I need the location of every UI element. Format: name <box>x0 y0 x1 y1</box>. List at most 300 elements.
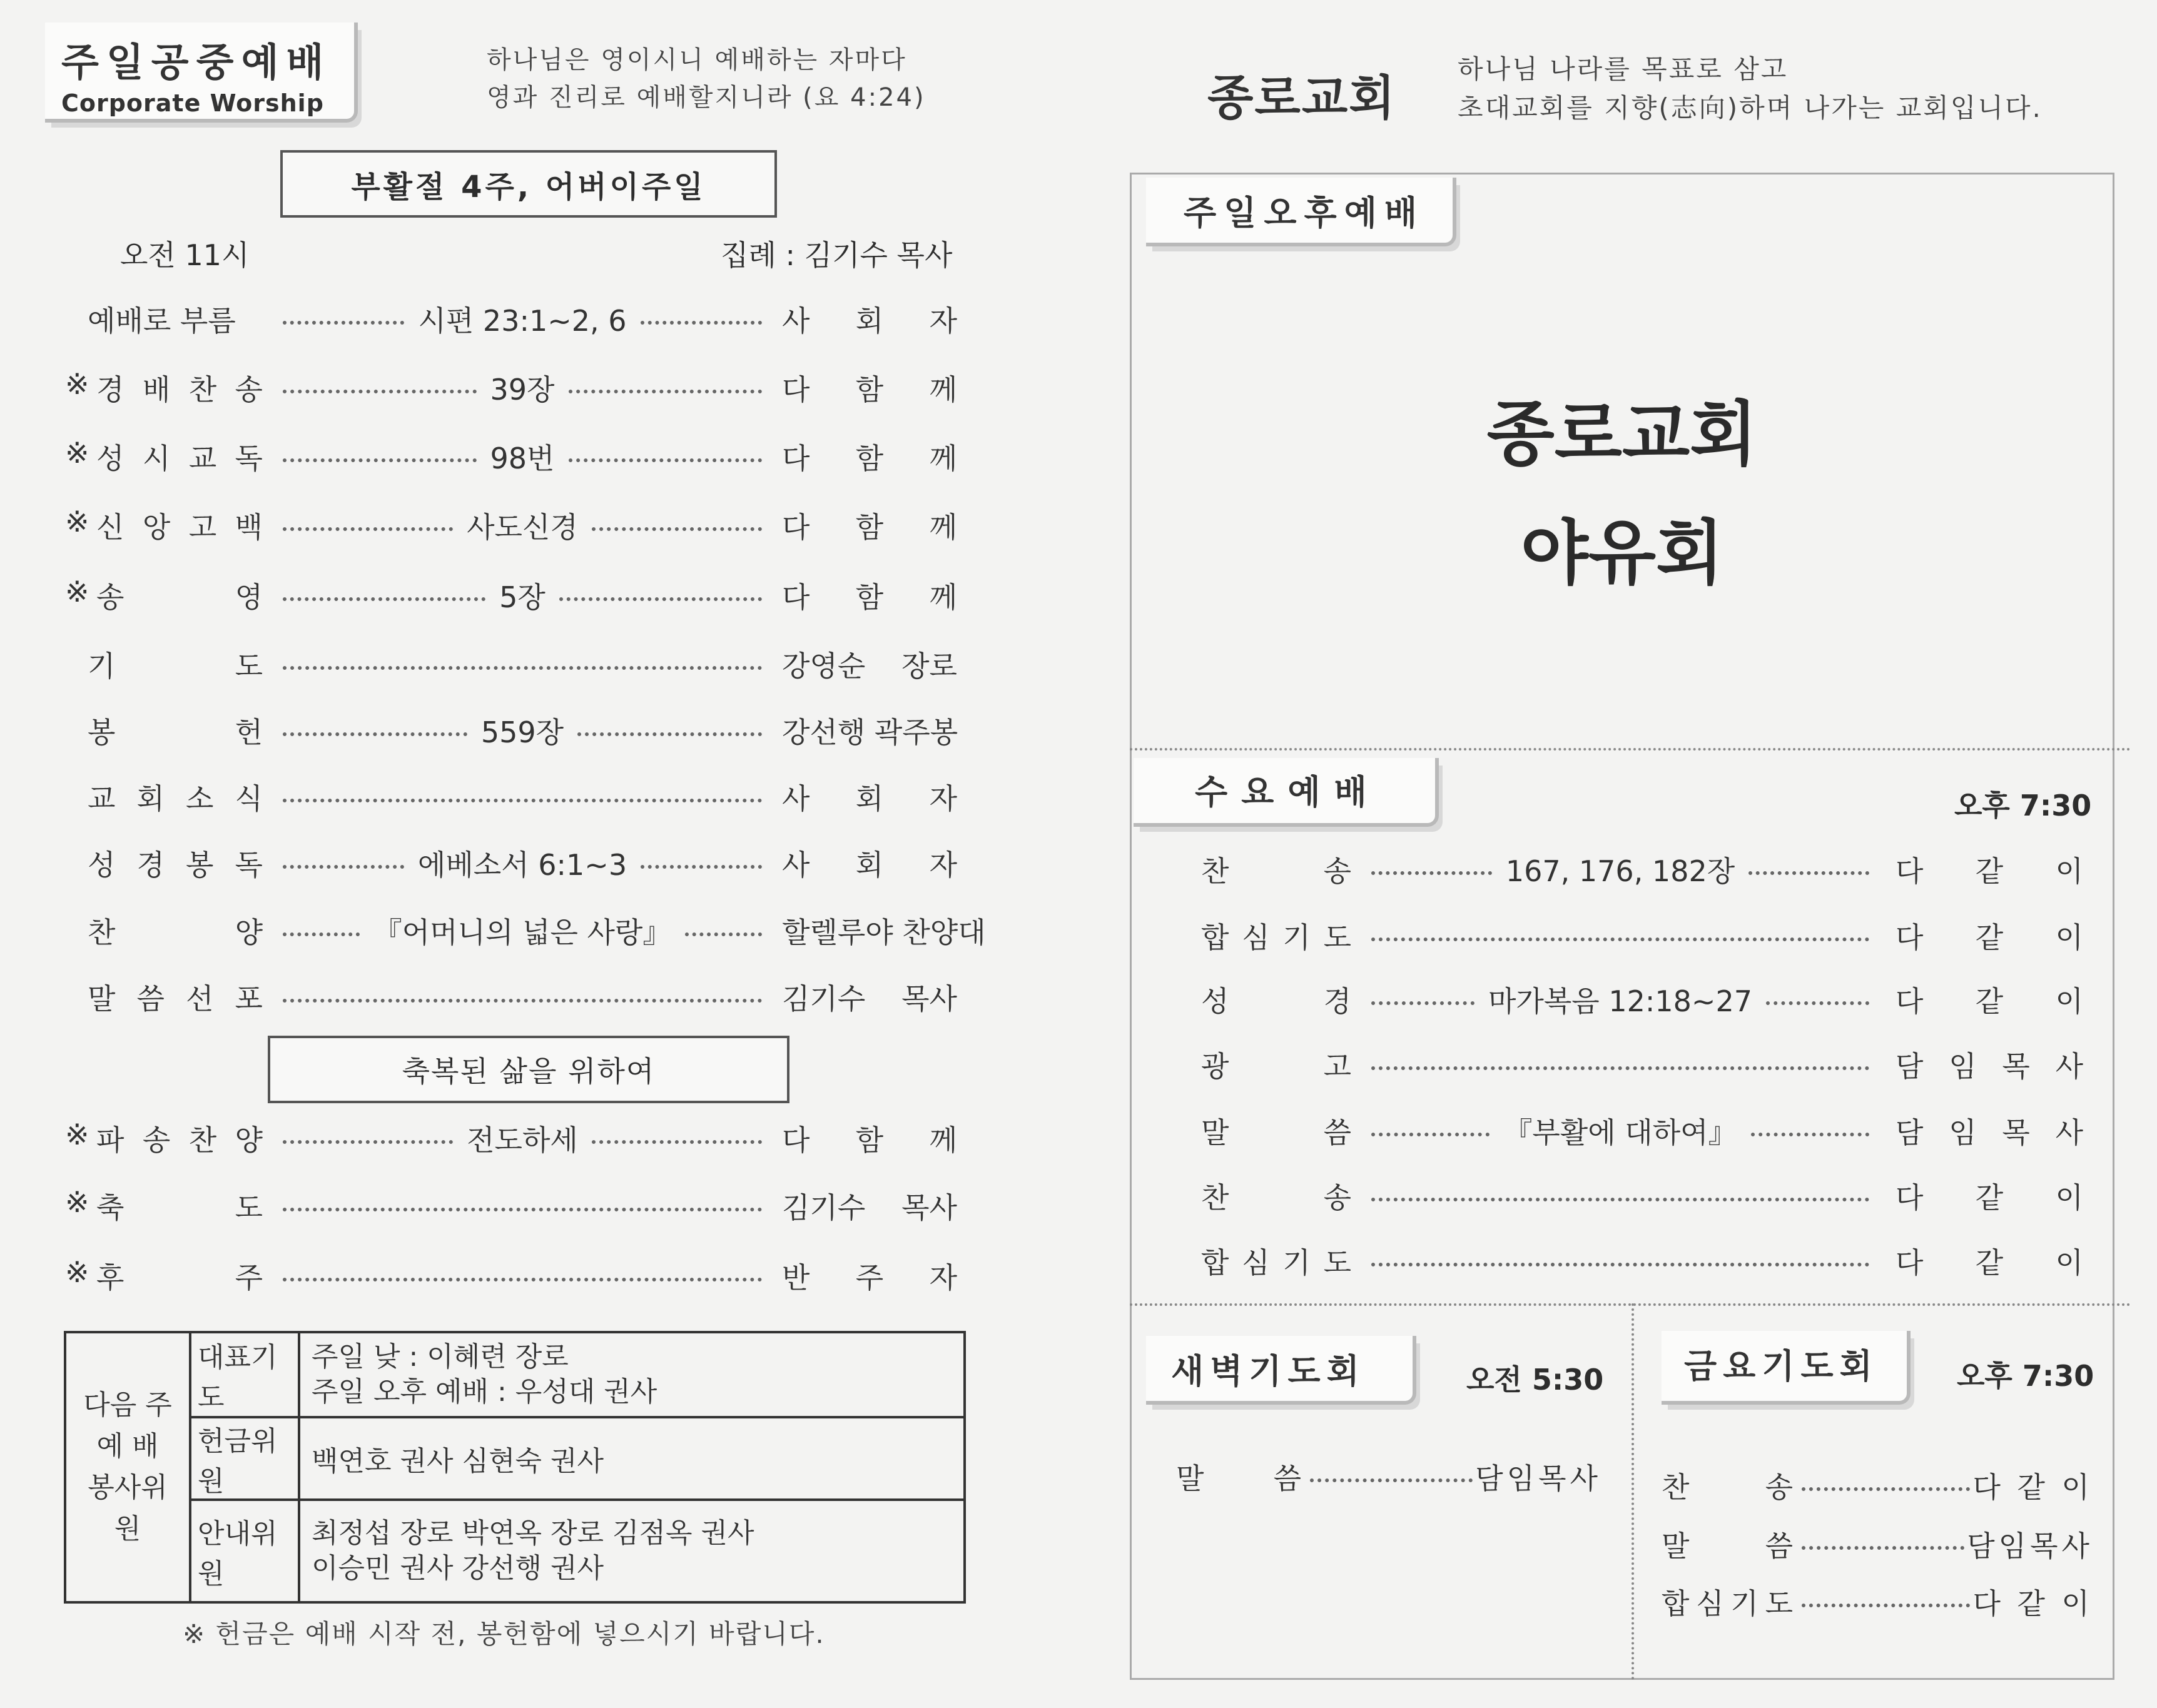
scripture-verse <box>487 41 926 116</box>
order-leader <box>769 976 957 1018</box>
leader-dots <box>1802 1546 1964 1550</box>
leader-dots <box>685 932 762 936</box>
leader-part: 다 <box>782 1123 810 1157</box>
order-content: 시편 23:1~2, 6 <box>418 304 627 338</box>
leader-dots <box>559 597 762 601</box>
leader-part: 같 <box>1975 854 2004 888</box>
leader-part: 사 <box>2055 1049 2083 1083</box>
next-week-servants-table <box>64 1331 966 1604</box>
servant-role: 대표기도 <box>190 1332 299 1417</box>
label-char: 도 <box>1323 1246 1351 1280</box>
order-label <box>1201 1240 1364 1281</box>
leader-part: 다 <box>1896 921 1924 954</box>
label-char: 심 <box>1242 921 1270 954</box>
friday-prayer-tab <box>1662 1331 1911 1405</box>
label-char: 송 <box>1323 854 1351 888</box>
label-char: 기 <box>1282 921 1311 954</box>
order-detail <box>1364 934 1877 937</box>
friday-row <box>1662 1522 2093 1566</box>
leader-part: 할렐루야 찬양대 <box>782 916 986 949</box>
label-char: 독 <box>235 848 263 882</box>
servant-role: 안내위원 <box>190 1500 299 1602</box>
order-label <box>1201 849 1364 890</box>
order-content: 98번 <box>490 442 555 475</box>
leader-dots <box>283 1278 762 1281</box>
order-row <box>65 570 982 620</box>
leader-part: 다 <box>782 442 810 475</box>
leader-dots <box>283 597 485 601</box>
leader-part: 이 <box>2055 1246 2083 1280</box>
leader-part: 다 <box>1896 854 1924 888</box>
afternoon-service-tab <box>1146 178 1456 246</box>
order-row <box>69 906 986 956</box>
leader-dots <box>1766 1001 1869 1005</box>
label-char: 독 <box>235 442 263 475</box>
sermon-title-box <box>268 1036 789 1103</box>
picnic-announcement <box>1130 375 2114 613</box>
divider-afternoon-wednesday <box>1130 748 2131 750</box>
label-char: 경 <box>136 848 165 882</box>
afternoon-service-title: 주일오후예배 <box>1184 193 1424 233</box>
order-leader <box>769 644 957 685</box>
order-detail <box>275 298 769 340</box>
order-label <box>1201 979 1364 1020</box>
leader-part: 께 <box>929 1123 957 1157</box>
leader-part: 다 <box>782 373 810 407</box>
order-label <box>1201 1044 1364 1085</box>
label-char: 말 <box>1662 1529 1690 1563</box>
order-row <box>65 363 982 413</box>
label-char: 송 <box>1765 1470 1793 1504</box>
label-char: 기 <box>88 649 116 683</box>
leader-dots <box>592 527 762 531</box>
label-char: 후 <box>96 1261 124 1295</box>
order-leader <box>1877 1175 2083 1216</box>
required-mark: ※ <box>65 367 89 401</box>
servant-line: 이승민 권사 강선행 권사 <box>312 1552 604 1584</box>
group-label-line: 다음 주 <box>83 1389 172 1421</box>
label-char: 찬 <box>88 916 116 949</box>
order-detail <box>275 795 769 799</box>
leader-part: 주 <box>855 1261 884 1295</box>
order-leader <box>1877 1240 2083 1281</box>
label-char: 양 <box>235 1123 263 1157</box>
order-label <box>69 644 275 685</box>
wednesday-service-tab <box>1134 758 1439 827</box>
verse-line-1: 하나님은 영이시니 예배하는 자마다 <box>487 46 907 74</box>
label-char: 심 <box>1242 1246 1270 1280</box>
church-motto <box>1458 50 2043 128</box>
dawn-label <box>1176 1456 1307 1497</box>
leader-part: 장로 <box>901 649 957 683</box>
leader-dots <box>641 321 762 325</box>
order-label <box>1662 1465 1799 1506</box>
leader-part: 같 <box>1975 984 2004 1018</box>
label-char: 성 <box>96 442 124 475</box>
leader-dots <box>1371 1001 1474 1005</box>
servant-role: 헌금위원 <box>190 1417 299 1500</box>
order-leader <box>769 710 957 751</box>
group-label-line: 예 배 <box>96 1430 159 1462</box>
leader-dots <box>1371 1066 1869 1070</box>
order-detail <box>1364 849 1877 890</box>
leader-part: 사 <box>782 304 810 338</box>
leader-part: 다 <box>782 510 810 544</box>
verse-line-2: 영과 진리로 예배할지니라 (요 4:24) <box>487 83 926 112</box>
leader-part: 다 <box>1896 1246 1924 1280</box>
label-char: 교 <box>188 442 217 475</box>
service-time: 오전 11시 <box>120 238 250 272</box>
order-row <box>65 1113 982 1163</box>
leader-part: 이 <box>2055 1181 2083 1215</box>
order-label <box>69 910 275 951</box>
label-char: 송 <box>96 580 124 614</box>
order-leader <box>769 298 957 340</box>
label-char: 찬 <box>188 1123 217 1157</box>
required-mark: ※ <box>65 1255 89 1289</box>
label-char: 송 <box>142 1123 171 1157</box>
picnic-line-1: 종로교회 <box>1486 394 1758 475</box>
leader-part: 다 <box>1896 984 1924 1018</box>
order-leader <box>769 1118 957 1159</box>
friday-row <box>1662 1580 2093 1624</box>
leader-dots <box>283 865 404 869</box>
leader-part: 께 <box>929 442 957 475</box>
leader-dots <box>592 1140 762 1144</box>
leader-dots <box>1751 1133 1869 1136</box>
label-char: 배 <box>142 373 171 407</box>
friday-prayer-title: 금요기도회 <box>1684 1347 1879 1386</box>
label-char: 도 <box>1765 1587 1793 1620</box>
servant-names <box>299 1500 965 1602</box>
label-char: 소 <box>186 782 214 816</box>
leader-dots <box>283 321 404 325</box>
required-mark: ※ <box>65 1185 89 1219</box>
leader-dots <box>283 390 477 393</box>
order-detail <box>275 1274 769 1278</box>
leader-part: 담 <box>1896 1049 1924 1083</box>
order-label <box>1662 1524 1799 1565</box>
leader-part: 목 <box>2002 1116 2030 1150</box>
leader-dots <box>283 932 360 936</box>
order-row <box>69 705 982 755</box>
order-label <box>1662 1581 1799 1622</box>
order-leader <box>769 910 986 951</box>
label-char: 파 <box>96 1123 124 1157</box>
label-char: 선 <box>186 982 214 1016</box>
leader-dots <box>283 527 453 531</box>
order-content: 5장 <box>499 580 546 614</box>
order-detail <box>275 1204 769 1208</box>
label-char: 도 <box>1323 921 1351 954</box>
label-char: 헌 <box>235 715 263 749</box>
order-row <box>65 1251 982 1301</box>
order-content: 마가복음 12:18~27 <box>1488 984 1753 1018</box>
leader-dots <box>283 732 467 736</box>
leader-part: 사 <box>782 848 810 882</box>
order-detail <box>1364 979 1877 1020</box>
order-detail <box>275 505 769 546</box>
label-char: 광 <box>1201 1049 1229 1083</box>
dawn-leader: 담임목사 <box>1475 1462 1601 1495</box>
label-char: 찬 <box>1662 1470 1690 1504</box>
order-leader <box>769 505 957 546</box>
order-detail <box>275 575 769 616</box>
label-char: 경 <box>1323 984 1351 1018</box>
order-detail <box>275 436 769 477</box>
order-leader <box>1877 849 2083 890</box>
order-label <box>69 776 275 817</box>
occasion-title: 부활절 4주, 어버이주일 <box>351 169 706 205</box>
label-char: 말 <box>1201 1116 1229 1150</box>
presider: 집례 : 김기수 목사 <box>721 238 953 272</box>
sermon-title: 축복된 삶을 위하여 <box>402 1054 656 1088</box>
leader-part: 다 <box>1896 1181 1924 1215</box>
friday-row <box>1662 1463 2093 1507</box>
order-detail <box>1364 1259 1877 1263</box>
required-mark: ※ <box>65 436 89 470</box>
motto-line-2: 초대교회를 지향(志向)하며 나가는 교회입니다. <box>1458 93 2043 123</box>
group-label-line: 봉사위원 <box>88 1472 168 1545</box>
leader-part: 께 <box>929 373 957 407</box>
order-leader <box>769 1185 957 1226</box>
worship-title-english: Corporate Worship <box>61 89 324 117</box>
leader-dots <box>283 1208 762 1211</box>
leader-part: 회 <box>855 304 884 338</box>
label-char: 축 <box>96 1191 124 1225</box>
leader-part: 함 <box>855 1123 884 1157</box>
leader-dots <box>1371 1133 1490 1136</box>
label-char: 말 <box>88 982 116 1016</box>
order-leader <box>769 842 957 884</box>
wednesday-time: 오후 7:30 <box>1954 789 2092 822</box>
leader-part: 김기수 <box>782 1191 866 1225</box>
divider-dawn-friday <box>1632 1303 1634 1680</box>
order-label <box>1201 1175 1364 1216</box>
servant-line: 주일 오후 예배 : 우성대 권사 <box>312 1376 657 1408</box>
order-leader <box>1877 915 2083 956</box>
leader-part: 사 <box>782 782 810 816</box>
leader-part: 회 <box>855 782 884 816</box>
order-detail <box>275 910 769 951</box>
leader-part: 께 <box>929 580 957 614</box>
order-content: 에베소서 6:1~3 <box>417 848 627 882</box>
leader-part: 이 <box>2055 921 2083 954</box>
worship-title-korean: 주일공중예배 <box>61 39 332 85</box>
leader-dots <box>1371 1198 1869 1201</box>
label-char: 영 <box>235 580 263 614</box>
order-leader <box>769 367 957 408</box>
label-char: 기 <box>1282 1246 1311 1280</box>
order-leader <box>769 776 957 817</box>
dawn-time: 오전 5:30 <box>1466 1363 1604 1397</box>
required-mark: ※ <box>65 505 89 538</box>
label-char: 포 <box>235 982 263 1016</box>
order-row <box>65 500 982 550</box>
order-label <box>69 298 275 340</box>
order-label <box>1201 915 1364 956</box>
leader-dots <box>1310 1478 1473 1482</box>
label-char: 송 <box>235 373 263 407</box>
label-char: 씀 <box>1323 1116 1351 1150</box>
label-char: 경 <box>96 373 124 407</box>
label-char: 도 <box>235 1191 263 1225</box>
label-char: 심 <box>1696 1587 1724 1620</box>
order-leader <box>1877 1044 2083 1085</box>
order-label <box>69 710 275 751</box>
leader-dots <box>569 458 763 462</box>
label-char: 찬 <box>1201 854 1229 888</box>
church-name-header: 종로교회 <box>1207 70 1396 126</box>
order-detail <box>275 367 769 408</box>
label-char: 백 <box>235 510 263 544</box>
order-leader <box>769 1255 957 1296</box>
servant-names: 백연호 권사 심현숙 권사 <box>299 1417 965 1500</box>
order-label <box>65 1255 275 1296</box>
leader-part: 다 <box>782 580 810 614</box>
order-content: 559장 <box>480 715 564 749</box>
order-row <box>69 972 982 1022</box>
leader-dots <box>569 390 763 393</box>
servant-names <box>299 1332 965 1417</box>
leader-part: 자 <box>929 1261 957 1295</box>
wednesday-row <box>1201 1106 2083 1156</box>
leader-part: 같 <box>1975 921 2004 954</box>
order-row <box>69 772 982 822</box>
order-content: 39장 <box>490 373 555 407</box>
required-mark: ※ <box>65 1118 89 1151</box>
label-char: 찬 <box>188 373 217 407</box>
leader-part: 임 <box>1949 1049 1977 1083</box>
wednesday-row <box>1201 974 2083 1024</box>
label-char: 교 <box>88 782 116 816</box>
label-char: 찬 <box>1201 1181 1229 1215</box>
label-char: 도 <box>235 649 263 683</box>
label-char: 씀 <box>1273 1462 1301 1495</box>
leader-dots <box>1371 871 1492 875</box>
label-char: 주 <box>235 1261 263 1295</box>
order-leader <box>1877 1110 2083 1151</box>
leader-part: 강선행 곽주봉 <box>782 715 958 749</box>
order-detail <box>1364 1063 1877 1066</box>
label-char: 예배로 부름 <box>88 304 236 338</box>
wednesday-row <box>1201 911 2083 961</box>
wednesday-row <box>1201 1039 2083 1089</box>
dawn-row <box>1176 1455 1601 1498</box>
label-char: 성 <box>88 848 116 882</box>
order-label <box>69 842 275 884</box>
leader-dots <box>1802 1487 1970 1491</box>
order-label <box>65 505 275 546</box>
order-label <box>65 575 275 616</box>
leader-part: 회 <box>855 848 884 882</box>
leader-part: 이 <box>2055 854 2083 888</box>
label-char: 송 <box>1323 1181 1351 1215</box>
order-detail <box>275 995 769 999</box>
leader-part: 함 <box>855 442 884 475</box>
leader-part: 담 <box>1896 1116 1924 1150</box>
label-char: 합 <box>1201 921 1229 954</box>
leader-part: 김기수 <box>782 982 866 1016</box>
divider-wednesday-bottom <box>1130 1303 2131 1306</box>
order-label <box>65 367 275 408</box>
leader-part: 자 <box>929 848 957 882</box>
motto-line-1: 하나님 나라를 목표로 삼고 <box>1458 54 1789 84</box>
label-char: 회 <box>136 782 165 816</box>
leader-part: 사 <box>2055 1116 2083 1150</box>
label-char: 기 <box>1730 1587 1759 1620</box>
order-row <box>65 432 982 482</box>
offering-note: ※ 헌금은 예배 시작 전, 봉헌함에 넣으시기 바랍니다. <box>183 1619 825 1649</box>
order-leader: 담임목사 <box>1967 1529 2093 1563</box>
order-row <box>69 838 982 888</box>
order-leader <box>769 575 957 616</box>
dawn-prayer-title: 새벽기도회 <box>1171 1352 1366 1391</box>
label-char: 양 <box>235 916 263 949</box>
leader-dots <box>283 1140 453 1144</box>
order-label <box>65 436 275 477</box>
label-char: 고 <box>1323 1049 1351 1083</box>
label-char: 봉 <box>186 848 214 882</box>
wednesday-service-title: 수요예배 <box>1195 772 1381 812</box>
required-mark: ※ <box>65 575 89 609</box>
wednesday-row <box>1201 1171 2083 1221</box>
wednesday-row <box>1201 844 2083 894</box>
order-content: 167, 176, 182장 <box>1505 854 1735 888</box>
order-content: 사도신경 <box>467 510 578 544</box>
label-char: 신 <box>96 510 124 544</box>
leader-dots <box>1371 937 1869 941</box>
leader-part: 함 <box>855 373 884 407</box>
order-content: 『부활에 대하여』 <box>1503 1116 1737 1150</box>
leader-part: 자 <box>929 782 957 816</box>
label-char: 씀 <box>1765 1529 1793 1563</box>
picnic-line-2: 야유회 <box>1520 513 1724 594</box>
leader-part: 함 <box>855 510 884 544</box>
order-content: 전도하세 <box>467 1123 578 1157</box>
leader-part: 임 <box>1949 1116 1977 1150</box>
leader-part: 목사 <box>901 982 957 1016</box>
servant-line: 주일 낮 : 이혜련 장로 <box>312 1341 569 1373</box>
label-char: 성 <box>1201 984 1229 1018</box>
order-label <box>65 1185 275 1226</box>
label-char: 봉 <box>88 715 116 749</box>
leader-part: 목 <box>2002 1049 2030 1083</box>
order-leader: 다 같 이 <box>1972 1587 2093 1620</box>
label-char: 앙 <box>142 510 171 544</box>
leader-part: 강영순 <box>782 649 866 683</box>
leader-part: 목사 <box>901 1191 957 1225</box>
leader-part: 같 <box>1975 1246 2004 1280</box>
leader-part: 같 <box>1975 1181 2004 1215</box>
order-leader <box>769 436 957 477</box>
servants-group-label <box>65 1332 190 1602</box>
leader-dots <box>641 865 762 869</box>
order-label <box>69 976 275 1018</box>
occasion-box <box>280 150 777 218</box>
label-char: 말 <box>1176 1462 1204 1495</box>
order-leader: 다 같 이 <box>1972 1470 2093 1504</box>
leader-part: 께 <box>929 510 957 544</box>
order-row <box>65 1181 982 1231</box>
leader-dots <box>577 732 762 736</box>
leader-dots <box>1802 1604 1970 1607</box>
label-char: 합 <box>1201 1246 1229 1280</box>
friday-time: 오후 7:30 <box>1957 1359 2094 1393</box>
leader-part: 자 <box>929 304 957 338</box>
order-detail <box>1364 1110 1877 1151</box>
order-detail <box>275 710 769 751</box>
